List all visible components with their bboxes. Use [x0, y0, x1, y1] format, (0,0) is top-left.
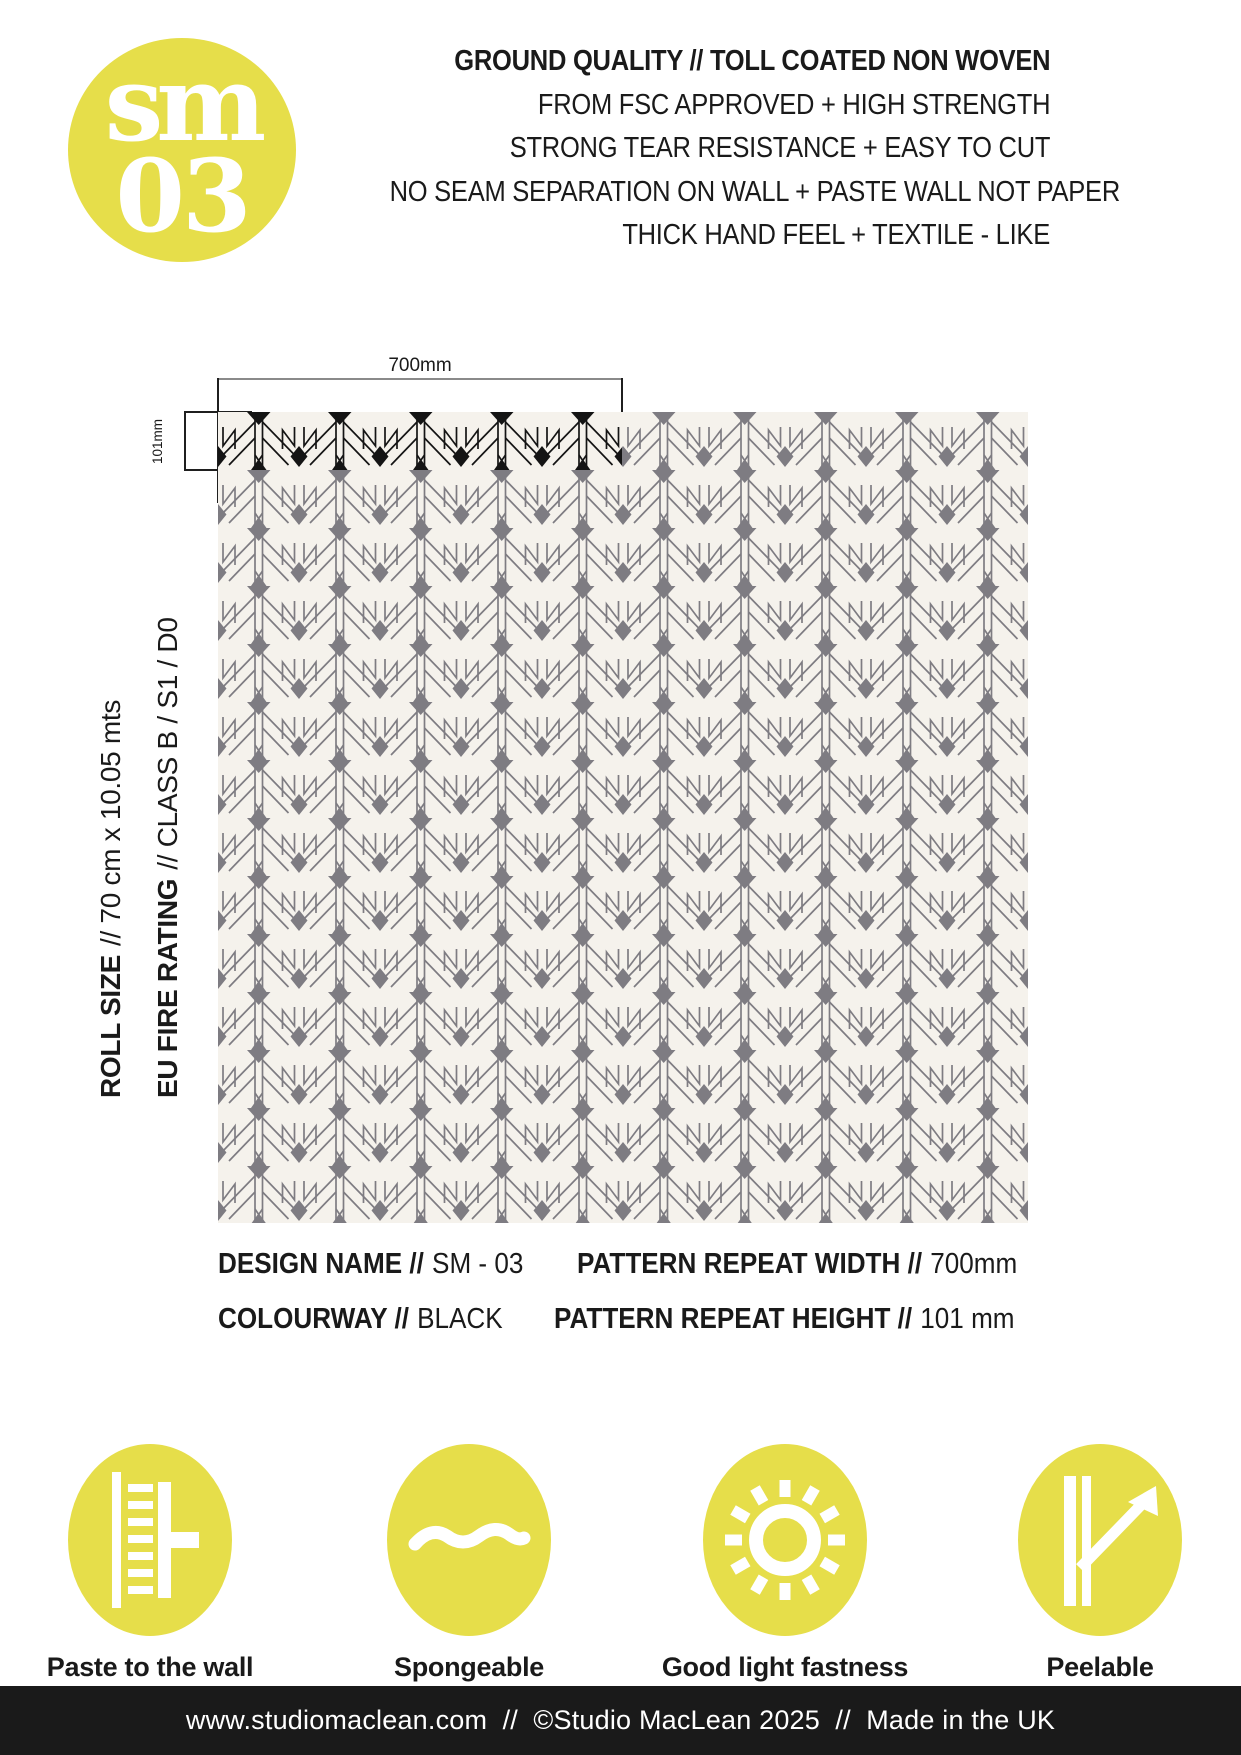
pattern-swatch [218, 412, 1028, 1223]
footer-bar [0, 1686, 1241, 1755]
feature-label: Good light fastness [661, 1652, 909, 1682]
design-name-spec [218, 1248, 557, 1281]
colourway-value: BLACK [417, 1303, 503, 1335]
quality-notes [290, 40, 1120, 258]
repeat-height-value: 101 mm [920, 1303, 1015, 1335]
sun-icon [703, 1444, 867, 1636]
roll-size-value: // 70 cm x 10.05 mts [95, 699, 126, 946]
footer-text: www.studiomaclean.com // ©Studio MacLean 2025 // Made in the UK [185, 1705, 1056, 1735]
quality-note-line1: GROUND QUALITY // TOLL COATED NON WOVEN [453, 45, 1050, 77]
repeat-width-dimension-label: 700mm [388, 355, 452, 376]
height-bracket-left-tick [184, 411, 186, 471]
peel-arrow-icon [1018, 1444, 1182, 1636]
fire-rating-value: // CLASS B / S1 / D0 [152, 617, 183, 870]
logo-text-03: 03 [115, 137, 249, 255]
design-name-value: SM - 03 [432, 1248, 524, 1280]
repeat-height-dimension-label: 101mm [150, 418, 165, 464]
quality-note-line5: THICK HAND FEEL + TEXTILE - LIKE [622, 219, 1050, 251]
feature-badge [68, 1444, 232, 1636]
feature-badge [703, 1444, 867, 1636]
quality-note-line4: NO SEAM SEPARATION ON WALL + PASTE WALL NOT PAPER [389, 175, 1120, 208]
sponge-wave-icon [387, 1444, 551, 1636]
repeat-width-spec [577, 1248, 1066, 1281]
wallpaper-pattern-graphic [218, 412, 1028, 1223]
repeat-width-value: 700mm [930, 1248, 1018, 1280]
feature-badge [387, 1444, 551, 1636]
feature-label: Paste to the wall [46, 1652, 254, 1682]
colourway-label: COLOURWAY // [218, 1303, 409, 1335]
colourway-spec [218, 1303, 534, 1336]
quality-note-line3: STRONG TEAR RESISTANCE + EASY TO CUT [509, 132, 1050, 164]
paste-brush-icon [68, 1444, 232, 1636]
pattern-repeat-highlight [218, 412, 622, 470]
brand-logo-circle [68, 38, 296, 262]
feature-badge [1018, 1444, 1182, 1636]
fire-rating-label: EU FIRE RATING [152, 878, 183, 1098]
width-bracket-line [218, 378, 622, 380]
feature-label: Spongeable [393, 1652, 545, 1682]
design-name-label: DESIGN NAME // [218, 1248, 424, 1280]
feature-label: Peelable [1046, 1652, 1154, 1682]
logo-text-sm: sm [104, 42, 260, 165]
quality-note-line2: FROM FSC APPROVED + HIGH STRENGTH [537, 88, 1050, 121]
roll-size-note [95, 700, 127, 1098]
repeat-height-label: PATTERN REPEAT HEIGHT // [554, 1303, 913, 1335]
roll-size-label: ROLL SIZE [95, 954, 126, 1098]
repeat-width-label: PATTERN REPEAT WIDTH // [577, 1248, 923, 1280]
pattern-gray-area [218, 412, 1028, 1223]
fire-rating-note [152, 617, 184, 1098]
repeat-height-spec [554, 1303, 1066, 1336]
